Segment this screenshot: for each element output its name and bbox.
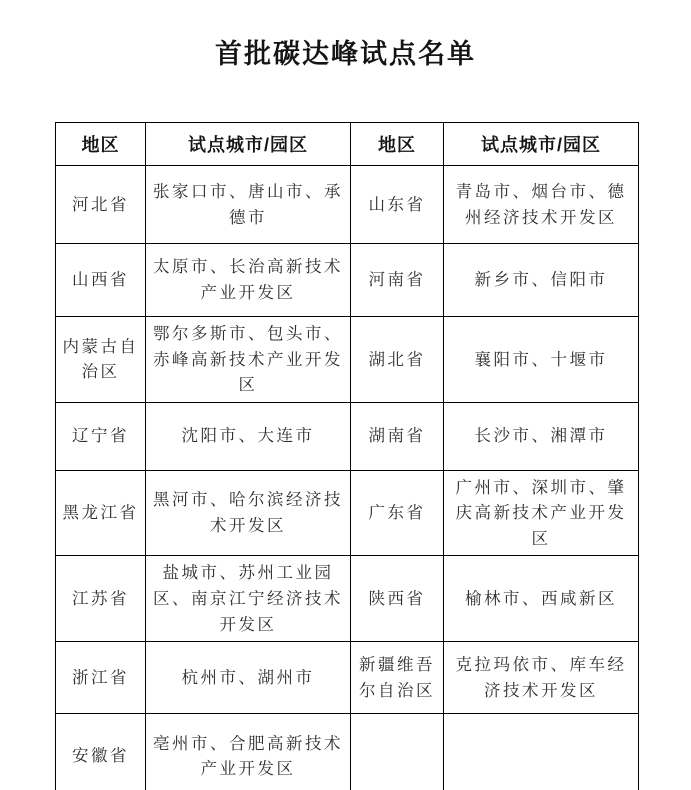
- cities-cell: 鄂尔多斯市、包头市、赤峰高新技术产业开发区: [146, 317, 351, 403]
- cities-cell: 襄阳市、十堰市: [444, 317, 639, 403]
- table-row: [56, 244, 639, 317]
- region-cell: 浙江省: [56, 642, 146, 714]
- region-cell: 安徽省: [56, 714, 146, 790]
- cities-cell: 亳州市、合肥高新技术产业开发区: [146, 714, 351, 790]
- table-row: [56, 556, 639, 642]
- region-cell: 河北省: [56, 166, 146, 244]
- table-row: [56, 402, 639, 470]
- cities-cell: 杭州市、湖州市: [146, 642, 351, 714]
- cities-cell: [444, 714, 639, 790]
- table-row: [56, 317, 639, 403]
- region-cell: 陕西省: [351, 556, 444, 642]
- cities-cell: 青岛市、烟台市、德州经济技术开发区: [444, 166, 639, 244]
- region-cell: 辽宁省: [56, 402, 146, 470]
- cities-cell: 太原市、长治高新技术产业开发区: [146, 244, 351, 317]
- pilot-list-table: [55, 122, 639, 790]
- cities-cell: 盐城市、苏州工业园区、南京江宁经济技术开发区: [146, 556, 351, 642]
- column-header-region-right: 地区: [351, 123, 444, 166]
- page-title: 首批碳达峰试点名单: [215, 39, 476, 69]
- table-row: [56, 166, 639, 244]
- column-header-cities-left: 试点城市/园区: [146, 123, 351, 166]
- region-cell: 山西省: [56, 244, 146, 317]
- region-cell: 黑龙江省: [56, 470, 146, 556]
- region-cell: 广东省: [351, 470, 444, 556]
- column-header-cities-right: 试点城市/园区: [444, 123, 639, 166]
- region-cell: 内蒙古自治区: [56, 317, 146, 403]
- region-cell: 山东省: [351, 166, 444, 244]
- cities-cell: 沈阳市、大连市: [146, 402, 351, 470]
- region-cell: [351, 714, 444, 790]
- cities-cell: 克拉玛依市、库车经济技术开发区: [444, 642, 639, 714]
- cities-cell: 榆林市、西咸新区: [444, 556, 639, 642]
- table-row: [56, 470, 639, 556]
- table-row: [56, 642, 639, 714]
- table-row: [56, 714, 639, 790]
- cities-cell: 长沙市、湘潭市: [444, 402, 639, 470]
- column-header-region-left: 地区: [56, 123, 146, 166]
- region-cell: 河南省: [351, 244, 444, 317]
- region-cell: 江苏省: [56, 556, 146, 642]
- region-cell: 湖南省: [351, 402, 444, 470]
- region-cell: 湖北省: [351, 317, 444, 403]
- cities-cell: 广州市、深圳市、肇庆高新技术产业开发区: [444, 470, 639, 556]
- region-cell: 新疆维吾尔自治区: [351, 642, 444, 714]
- table-header-row: [56, 123, 639, 166]
- cities-cell: 黑河市、哈尔滨经济技术开发区: [146, 470, 351, 556]
- cities-cell: 张家口市、唐山市、承德市: [146, 166, 351, 244]
- cities-cell: 新乡市、信阳市: [444, 244, 639, 317]
